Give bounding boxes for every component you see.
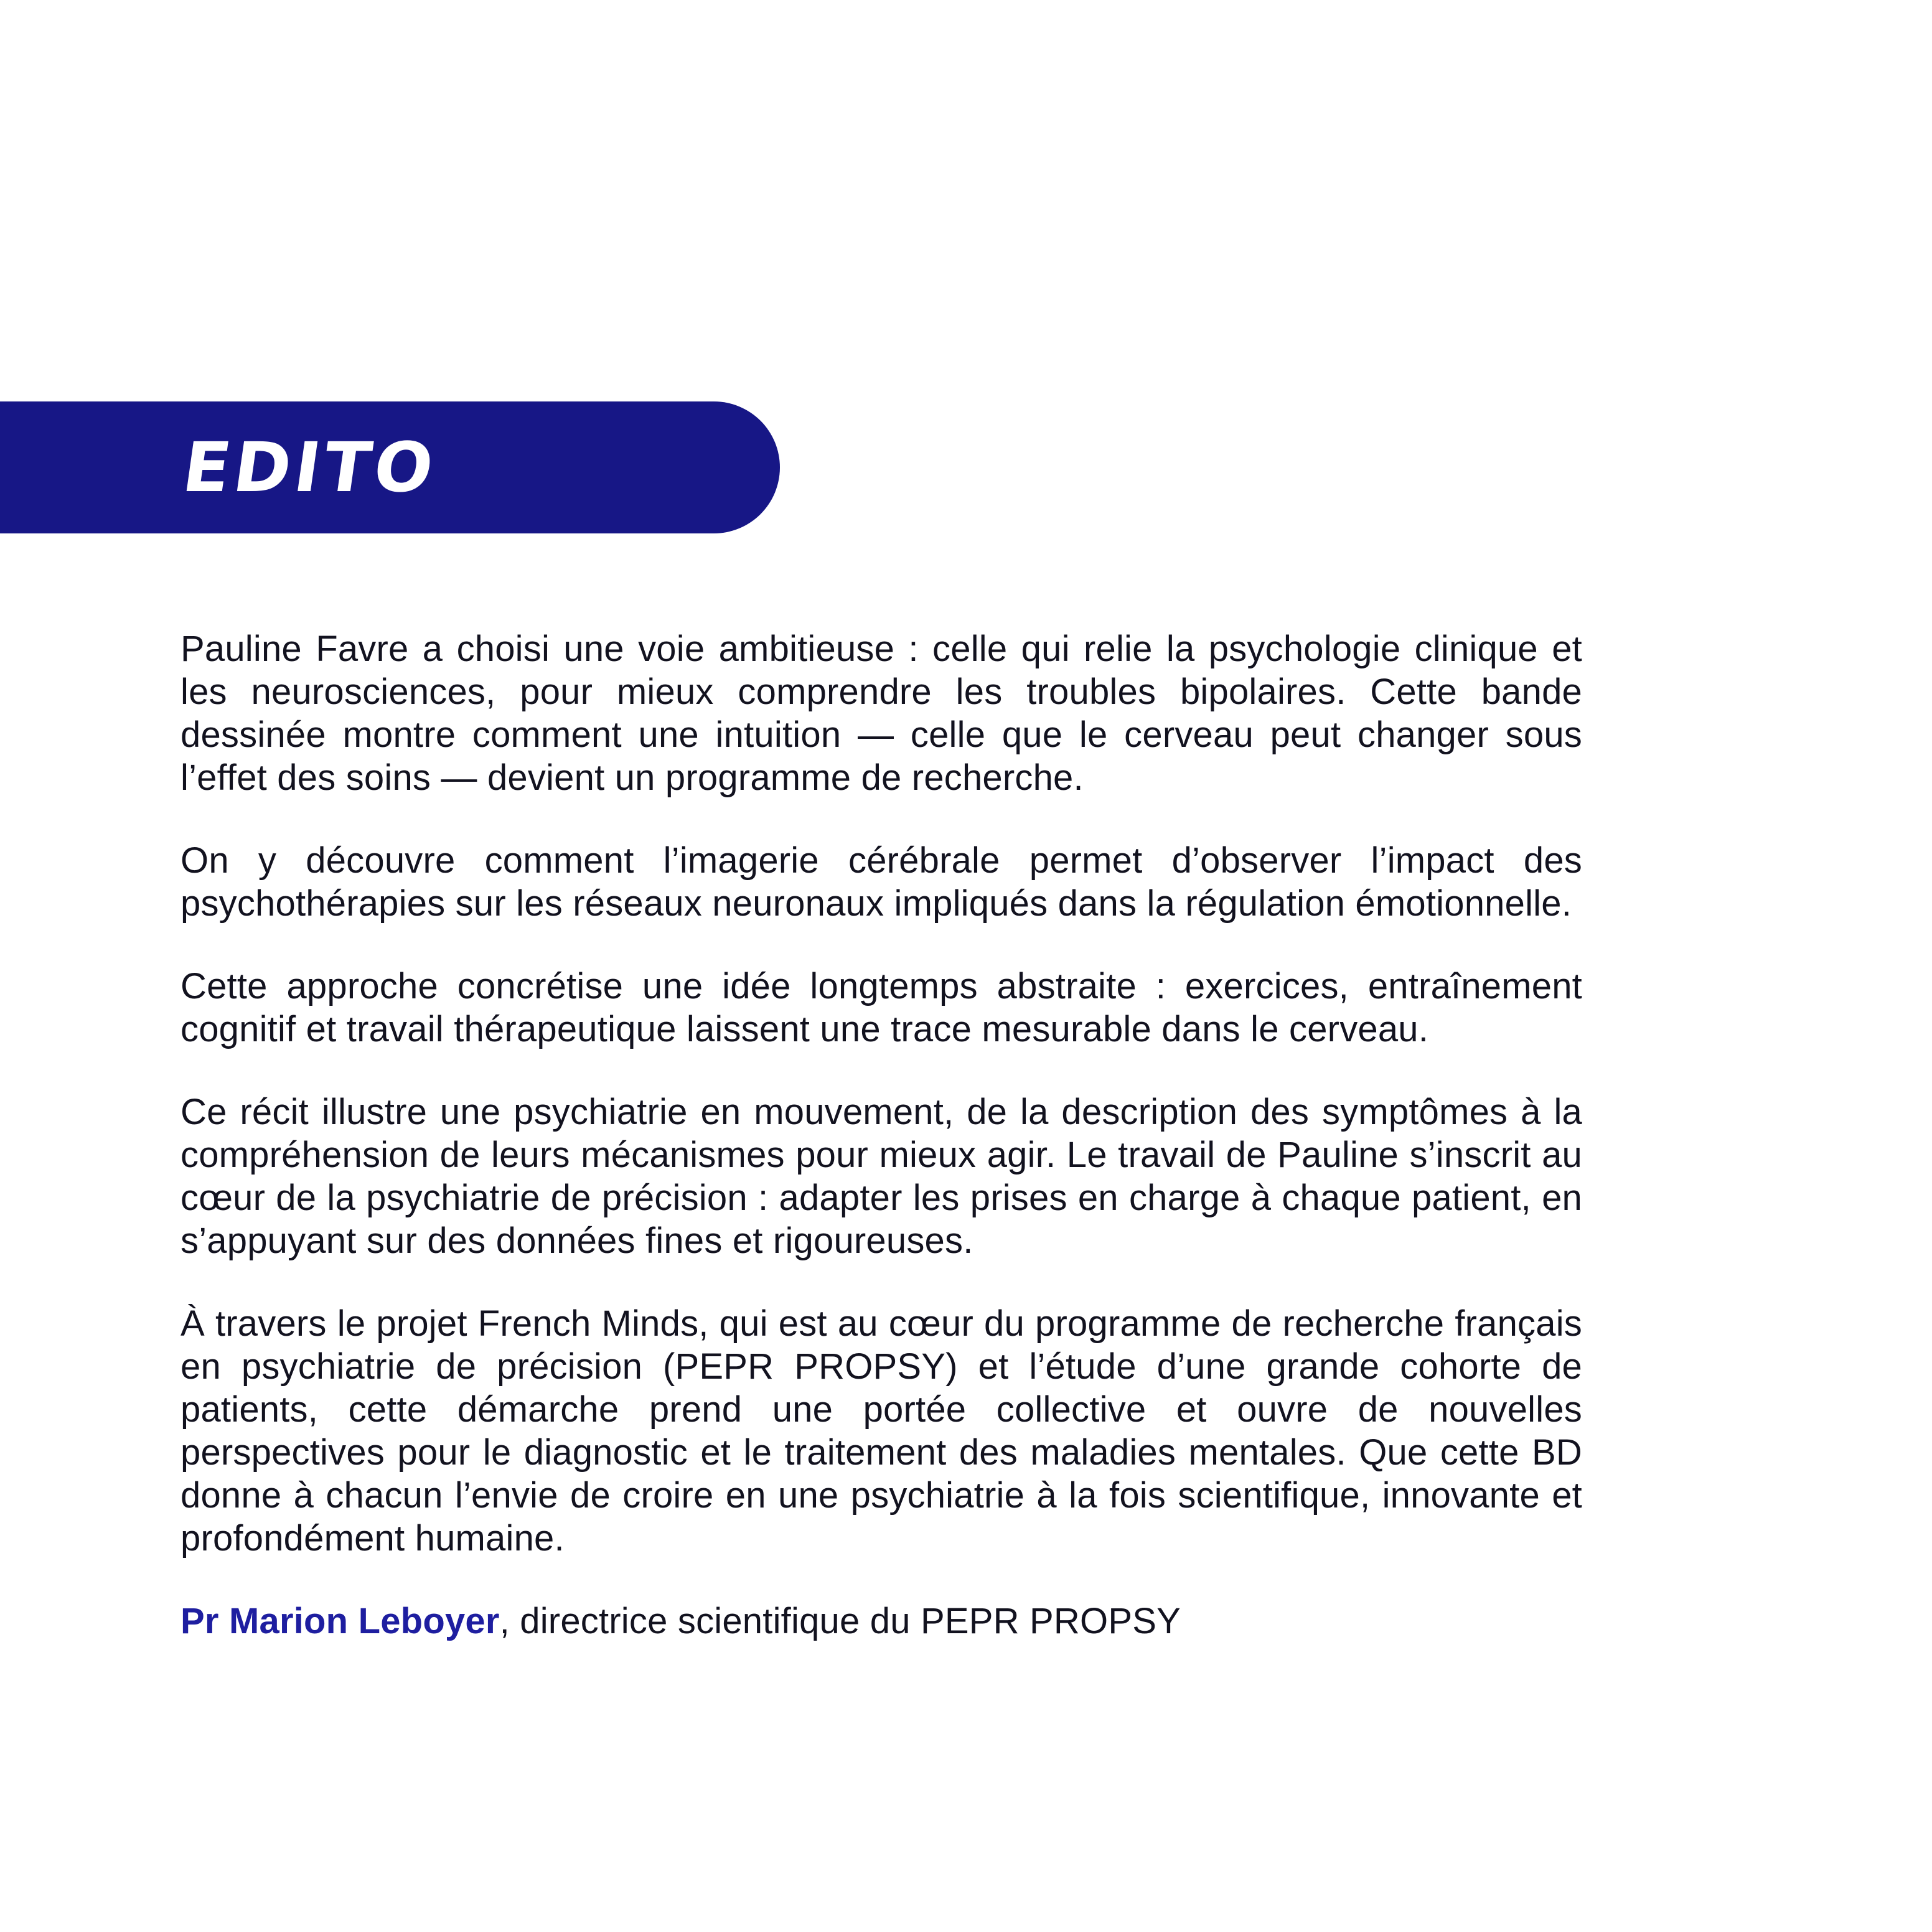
edito-banner	[0, 401, 780, 533]
paragraph-approche: Cette approche concrétise une idée longtemps abstraite : exercices, entraînement cognitif et travail thérapeutique laissent une trace mesurable dans le cerveau.	[181, 966, 1582, 1049]
paragraph-imagerie: On y découvre comment l’imagerie cérébrale permet d’observer l’impact des psychothérapies sur les réseaux neuronaux impliqués dans la régulation émotionnelle.	[181, 840, 1582, 924]
edito-body	[181, 627, 1582, 1643]
paragraph-intro: Pauline Favre a choisi une voie ambitieuse : celle qui relie la psychologie clinique et les neurosciences, pour mieux comprendre les troubles bipolaires. Cette bande dessinée montre comment une intuition — celle que le cerveau peut changer sous l’effet des soins — devient un programme de recherche.	[181, 629, 1582, 798]
signature-line	[181, 1600, 1582, 1643]
paragraph-recit: Ce récit illustre une psychiatrie en mouvement, de la description des symptômes à la compréhension de leurs mécanismes pour mieux agir. Le travail de Pauline s’inscrit au cœur de la psychiatrie de précision : adapter les prises en charge à chaque patient, en s’appuyant sur des données fines et rigoureuses.	[181, 1092, 1582, 1261]
signature-name: Pr Marion Leboyer	[181, 1601, 500, 1641]
signature-role: , directrice scientifique du PEPR PROPSY	[499, 1601, 1181, 1641]
paragraph-french-minds: À travers le projet French Minds, qui est au cœur du programme de recherche français en psychiatrie de précision (PEPR PROPSY) et l’étude d’une grande cohorte de patients, cette démarche prend une portée collective et ouvre de nouvelles perspectives pour le diagnostic et le traitement des maladies mentales. Que cette BD donne à chacun l’envie de croire en une psychiatrie à la fois scientifique, innovante et profondément humaine.	[181, 1303, 1582, 1559]
edito-title: EDITO	[178, 428, 442, 507]
